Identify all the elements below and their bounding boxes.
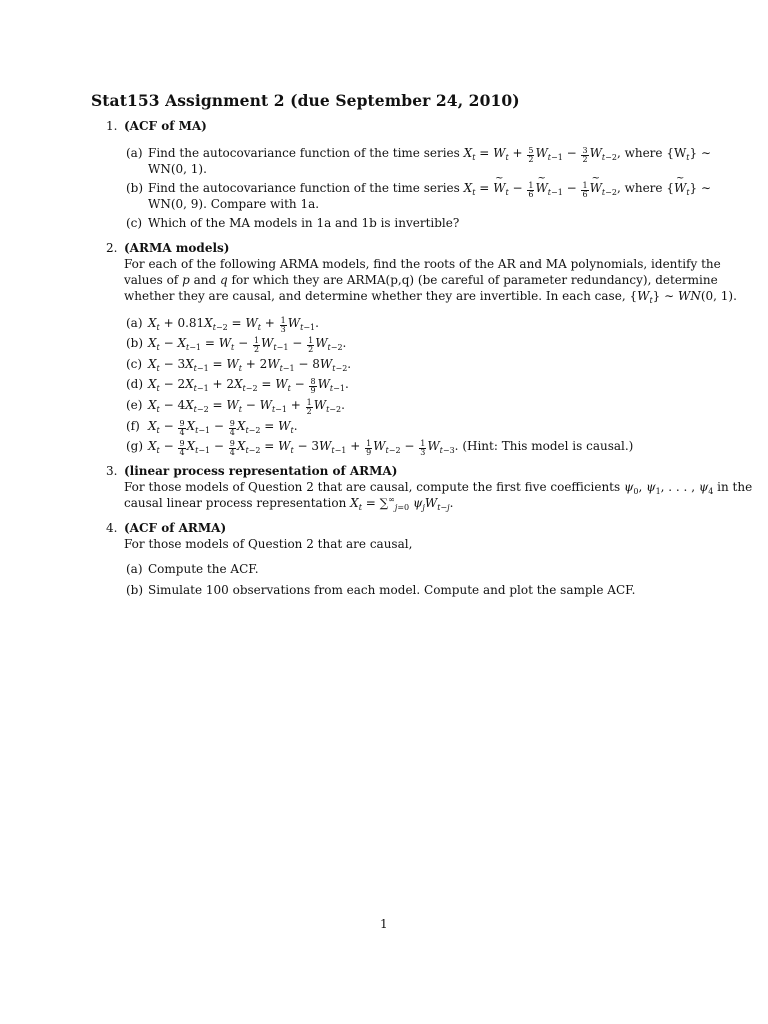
q3-text-line1: For those models of Question 2 that are causal, compute the first five coefficients $\psi_0$, $\psi_1$, . . . , $\psi_4$ in the [124,480,753,496]
q3-number: 3. [106,464,118,478]
q2-intro-line2: values of p and q for which they are ARMA(p,q) (be careful of parameter redundancy), determine [124,273,718,287]
q2c-label: (c) [126,357,143,371]
q2g-label: (g) [126,439,144,453]
q3-text1: For those models of Question 2 that are causal, compute the first five coefficients [124,480,621,494]
q2g-hint: (Hint: This model is causal.) [462,439,634,453]
q2d-label: (d) [126,377,144,391]
q2-intro-line3: whether they are causal, and determine whether they are invertible. In each case, $\{W_t\}$ ∼ WN(0, 1). [124,289,737,305]
q1a-text: Find the autocovariance function of the time series $X_t = W_t$ + $\frac{5}{2}$ $W_{t-1}$ − $\frac{3}{2}$ $W_{t-2}$, where $\{W_t\}$ ∼ [148,146,712,164]
page-number: 1 [380,917,388,931]
q1a-where: , where {W [616,146,687,160]
q2-number: 2. [106,241,118,255]
q2a-label: (a) [126,316,143,330]
q4a-text: Compute the ACF. [148,562,259,576]
page-title: Stat153 Assignment 2 (due September 24, 2010) [91,91,520,110]
q2-intro2c: for which they are ARMA(p,q) (be careful of parameter redundancy), determine [231,273,718,287]
q4b-text: Simulate 100 observations from each model. Compute and plot the sample ACF. [148,583,636,597]
q4-number: 4. [106,521,118,535]
q2-intro3: whether they are causal, and determine whether they are invertible. In each case, [124,289,626,303]
q1a-formula: $X_t = W_t$ + $\frac{5}{2}$ $W_{t-1}$ − $\frac{3}{2}$ $W_{t-2}$ [463,146,617,164]
q2-intro2a: values of [124,273,179,287]
q2a-equation: $X_t + 0.81X_{t-2} = W_t$ + $\frac{1}{3}$ $W_{t-1}$. [148,316,319,334]
q2b-equation: $X_t - X_{t-1} = W_t$ − $\frac{1}{2}$ $W_{t-1}$ − $\frac{1}{2}$ $W_{t-2}$. [148,336,347,354]
q1b-cont: WN(0, 9). Compare with 1a. [148,197,320,211]
q2g-equation: $X_t$ − $\frac{9}{4}$ $X_{t-1}$ − $\frac{9}{4}$ $X_{t-2} = W_t - 3W_{t-1}$ + $\frac{1}{9}$ $W_{t-2}$ − $\frac{1}{3}$ $W_{t-3}$. (Hint: This model is causal.) [148,439,634,457]
q2f-equation: $X_t$ − $\frac{9}{4}$ $X_{t-1}$ − $\frac{9}{4}$ $X_{t-2} = W_t$. [148,419,298,437]
q1-number: 1. [106,119,118,133]
q2-intro-line1: For each of the following ARMA models, find the roots of the AR and MA polynomials, identify the [124,257,721,271]
q2-intro2b: and [193,273,217,287]
q3-heading: (linear process representation of ARMA) [124,464,398,478]
q4-intro: For those models of Question 2 that are causal, [124,537,413,551]
q1b-sentence: Find the autocovariance function of the time series [148,181,460,195]
q4b-label: (b) [126,583,144,597]
q2c-equation: $X_t - 3X_{t-1} = W_t + 2W_{t-1} - 8W_{t-2}$. [148,357,352,373]
q3-text-line2: causal linear process representation $X_t = \sum^\infty_{j=0}$ $\psi_jW_{t-j}$. [124,495,454,512]
q4a-label: (a) [126,562,143,576]
q2f-label: (f) [126,419,140,433]
q1a-sentence: Find the autocovariance function of the time series [148,146,460,160]
q1b-label: (b) [126,181,144,195]
q2b-label: (b) [126,336,144,350]
q3-text2: causal linear process representation [124,496,347,510]
q2e-label: (e) [126,398,143,412]
q4-heading: (ACF of ARMA) [124,521,227,535]
q1a-label: (a) [126,146,143,160]
q2-heading: (ARMA models) [124,241,230,255]
q2e-equation: $X_t - 4X_{t-2} = W_t - W_{t-1}$ + $\frac{1}{2}$ $W_{t-2}$. [148,398,345,416]
q1b-formula: $X_t$ = ~ $W_t$ − $\frac{1}{6}$ ~ $W_{t-1}$ − $\frac{1}{6}$ ~ $W_{t-2}$, where {~ $W_t$} ∼ [464,181,711,195]
q2d-equation: $X_t - 2X_{t-1} + 2X_{t-2} = W_t$ − $\frac{8}{9}$ $W_{t-1}$. [148,377,349,395]
q1c-label: (c) [126,216,143,230]
q3-text1b: in the [717,480,753,494]
q1a-cont: WN(0, 1). [148,162,207,176]
q1-heading: (ACF of MA) [124,119,207,133]
q1c-text: Which of the MA models in 1a and 1b is invertible? [148,216,460,230]
